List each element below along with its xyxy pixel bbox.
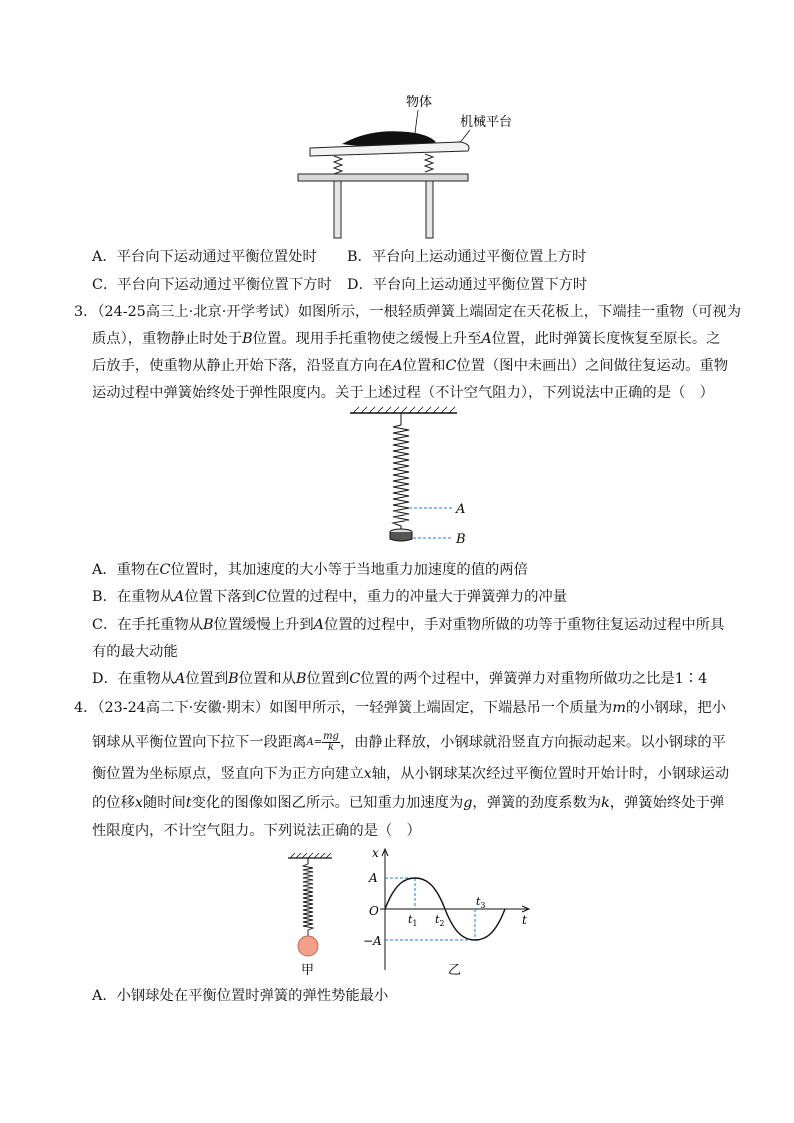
tick-a: A: [369, 871, 378, 885]
q4-line-4: 的位移x随时间t变化的图像如图乙所示。已知重力加速度为g，弹簧的劲度系数为k，弹簧始终处于弹: [92, 795, 725, 811]
spring-figure: [345, 405, 485, 555]
q4-line-5: 性限度内，不计空气阻力。下列说法正确的是（ ）: [92, 823, 421, 839]
small-spring: [303, 864, 313, 936]
steel-ball: [298, 936, 318, 956]
weight-body: [390, 532, 412, 541]
q4-line-1: 4．（23-24高二下·安徽·期末）如图甲所示，一轻弹簧上端固定，下端悬吊一个质量为m的小钢球，把小: [74, 700, 726, 716]
q2-option-d: D．平台向上运动通过平衡位置下方时: [347, 277, 588, 293]
spring-left: [334, 156, 342, 174]
label-object: 物体: [406, 95, 433, 110]
fig-jia: [280, 850, 340, 980]
base-bar: [298, 174, 468, 181]
label-yi: 乙: [448, 963, 462, 978]
fraction-a: A= $\frac{mg}{k}$: [306, 731, 339, 753]
q4-option-a: A．小钢球处在平衡位置时弹簧的弹性势能最小: [92, 988, 389, 1004]
q3-line-2: 质点），重物静止时处于B位置。现用手托重物使之缓慢上升至A位置，此时弹簧长度恢复至原长。之: [92, 331, 721, 347]
tick-t2: $t_2$: [435, 913, 445, 928]
axis-t-label: t: [522, 913, 527, 927]
q3-option-c-cont: 有的最大动能: [92, 644, 178, 660]
axis-x-label: x: [372, 846, 379, 860]
q3-option-d: D．在重物从A位置到B位置和从B位置到C位置的两个过程中，弹簧弹力对重物所做功之比是1∶4: [92, 671, 708, 687]
tick-t3: $t_3$: [476, 895, 486, 910]
q4-line-3: 衡位置为坐标原点，竖直向下为正方向建立x轴，从小钢球某次经过平衡位置时开始计时，小钢球运动: [92, 766, 730, 782]
tick-t1: $t_1$: [408, 913, 418, 928]
fig-yi: [360, 845, 540, 980]
q3-option-b: B．在重物从A位置下落到C位置的过程中，重力的冲量大于弹簧弹力的冲量: [92, 589, 567, 605]
q2-option-b: B．平台向上运动通过平衡位置上方时: [347, 249, 587, 265]
platform-figure: [290, 90, 540, 240]
post-right: [426, 181, 433, 238]
coil-spring: [393, 425, 409, 531]
q3-option-c: C．在手托重物从B位置缓慢上升到A位置的过程中，手对重物所做的功等于重物往复运动过程中所具: [92, 617, 725, 633]
tick-neg-a: −A: [363, 934, 382, 948]
spring-right: [425, 154, 433, 172]
fig-label-a: A: [456, 502, 466, 517]
q2-option-c: C．平台向下运动通过平衡位置下方时: [92, 277, 332, 293]
q2-option-a: A．平台向下运动通过平衡位置处时: [92, 249, 317, 265]
post-left: [334, 181, 341, 238]
q3-option-a: A．重物在C位置时，其加速度的大小等于当地重力加速度的值的两倍: [92, 562, 528, 578]
q3-line-1: 3．（24-25高三上·北京·开学考试）如图所示，一根轻质弹簧上端固定在天花板上，下端挂一重物（可视为: [74, 304, 742, 320]
fig-label-b: B: [456, 532, 466, 547]
q4-line-2: 钢球从平衡位置向下拉下一段距离A= $\frac{mg}{k}$ ，由静止释放，小钢球就沿竖直方向振动起来。以小钢球的平: [92, 731, 726, 753]
tick-o: O: [369, 904, 379, 918]
q3-line-3: 后放手，使重物从静止开始下落，沿竖直方向在A位置和C位置（图中未画出）之间做往复运动。重物: [92, 358, 729, 374]
q3-line-4: 运动过程中弹簧始终处于弹性限度内。关于上述过程（不计空气阻力），下列说法中正确的是（ ）: [92, 385, 714, 401]
label-platform: 机械平台: [460, 115, 513, 130]
label-jia: 甲: [301, 963, 315, 978]
